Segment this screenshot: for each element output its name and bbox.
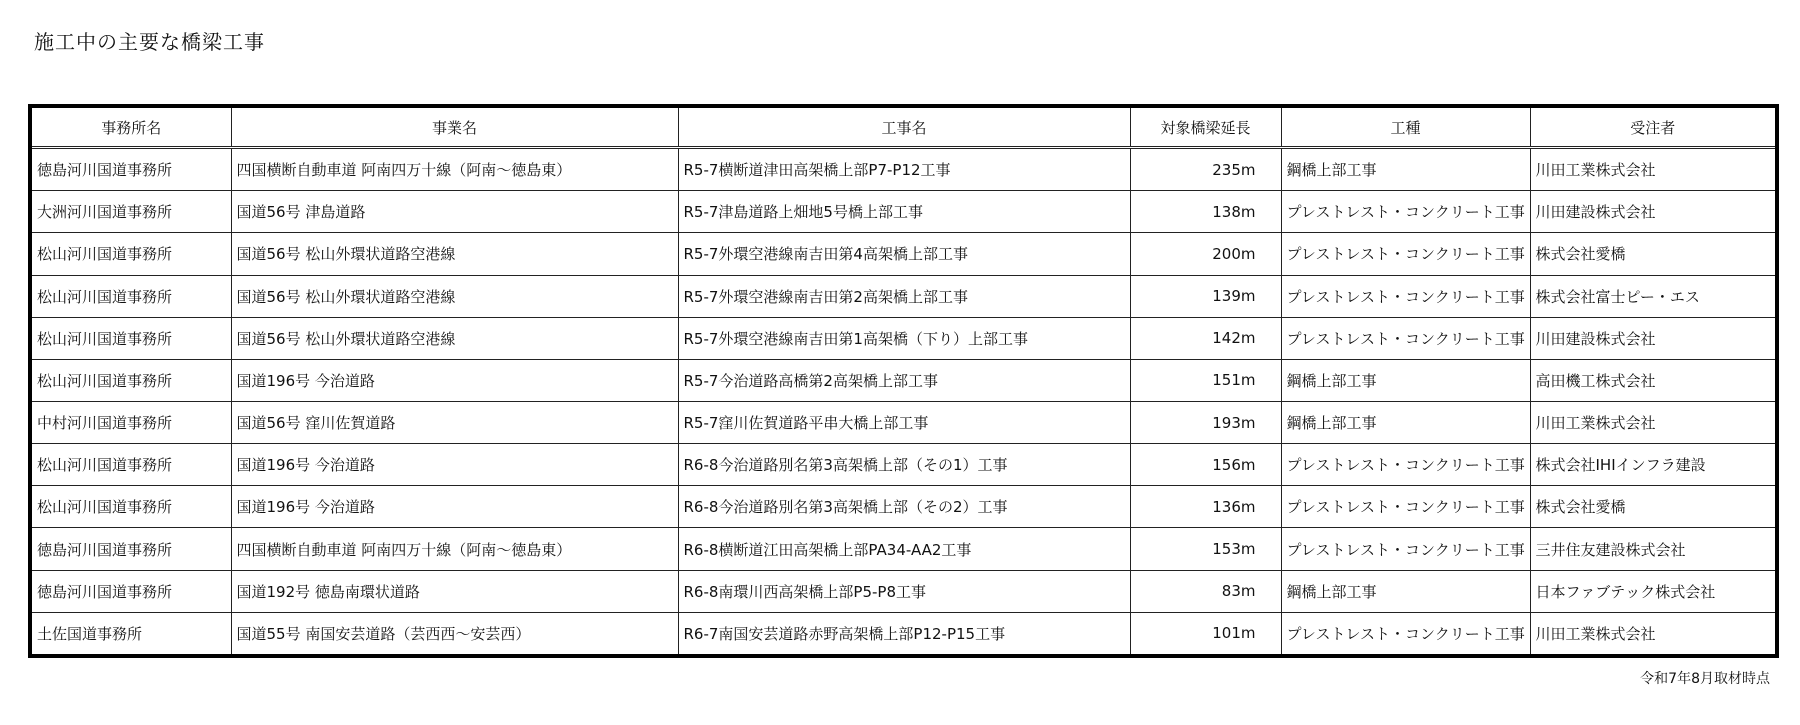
bridge-length-cell: 136m: [1130, 486, 1281, 528]
work-name-cell: R6-8今治道路別名第3高架橋上部（その1）工事: [678, 444, 1130, 486]
office-cell: 徳島河川国道事務所: [32, 570, 231, 612]
column-header-contractor: 受注者: [1530, 108, 1775, 148]
table-row: [32, 275, 1775, 317]
work-name-cell: R6-8南環川西高架橋上部P5-P8工事: [678, 570, 1130, 612]
work-type-cell: 鋼橋上部工事: [1281, 570, 1530, 612]
work-name-cell: R5-7外環空港線南吉田第1高架橋（下り）上部工事: [678, 317, 1130, 359]
bridge-length-cell: 153m: [1130, 528, 1281, 570]
bridge-length-cell: 138m: [1130, 191, 1281, 233]
bridge-length-cell: 101m: [1130, 612, 1281, 654]
project-cell: 国道196号 今治道路: [231, 486, 678, 528]
column-header-office: 事務所名: [32, 108, 231, 148]
office-cell: 大洲河川国道事務所: [32, 191, 231, 233]
office-cell: 徳島河川国道事務所: [32, 148, 231, 191]
bridge-length-cell: 200m: [1130, 233, 1281, 275]
office-cell: 中村河川国道事務所: [32, 401, 231, 443]
work-name-cell: R5-7窪川佐賀道路平串大橋上部工事: [678, 401, 1130, 443]
column-header-work-name: 工事名: [678, 108, 1130, 148]
bridge-length-cell: 193m: [1130, 401, 1281, 443]
table-header-row: [32, 108, 1775, 148]
bridge-length-cell: 142m: [1130, 317, 1281, 359]
work-type-cell: プレストレスト・コンクリート工事: [1281, 233, 1530, 275]
table-row: [32, 570, 1775, 612]
work-type-cell: プレストレスト・コンクリート工事: [1281, 486, 1530, 528]
contractor-cell: 川田工業株式会社: [1530, 148, 1775, 191]
work-type-cell: プレストレスト・コンクリート工事: [1281, 528, 1530, 570]
work-type-cell: 鋼橋上部工事: [1281, 401, 1530, 443]
project-cell: 国道56号 津島道路: [231, 191, 678, 233]
column-header-project: 事業名: [231, 108, 678, 148]
contractor-cell: 株式会社IHIインフラ建設: [1530, 444, 1775, 486]
contractor-cell: 株式会社愛橋: [1530, 233, 1775, 275]
work-name-cell: R6-8横断道江田高架橋上部PA34-AA2工事: [678, 528, 1130, 570]
table-row: [32, 528, 1775, 570]
work-name-cell: R6-8今治道路別名第3高架橋上部（その2）工事: [678, 486, 1130, 528]
contractor-cell: 株式会社富士ピー・エス: [1530, 275, 1775, 317]
office-cell: 松山河川国道事務所: [32, 486, 231, 528]
table-row: [32, 486, 1775, 528]
as-of-date-note: 令和7年8月取材時点: [1640, 671, 1770, 687]
project-cell: 国道56号 松山外環状道路空港線: [231, 233, 678, 275]
project-cell: 四国横断自動車道 阿南四万十線（阿南～徳島東）: [231, 528, 678, 570]
table-row: [32, 191, 1775, 233]
table-row: [32, 444, 1775, 486]
work-type-cell: 鋼橋上部工事: [1281, 148, 1530, 191]
work-type-cell: プレストレスト・コンクリート工事: [1281, 317, 1530, 359]
bridge-length-cell: 156m: [1130, 444, 1281, 486]
column-header-bridge-length: 対象橋梁延長: [1130, 108, 1281, 148]
office-cell: 松山河川国道事務所: [32, 359, 231, 401]
office-cell: 松山河川国道事務所: [32, 317, 231, 359]
contractor-cell: 川田工業株式会社: [1530, 612, 1775, 654]
project-cell: 四国横断自動車道 阿南四万十線（阿南～徳島東）: [231, 148, 678, 191]
contractor-cell: 高田機工株式会社: [1530, 359, 1775, 401]
table-row: [32, 317, 1775, 359]
contractor-cell: 川田建設株式会社: [1530, 317, 1775, 359]
bridge-length-cell: 83m: [1130, 570, 1281, 612]
contractor-cell: 川田建設株式会社: [1530, 191, 1775, 233]
office-cell: 松山河川国道事務所: [32, 275, 231, 317]
work-name-cell: R5-7津島道路上畑地5号橋上部工事: [678, 191, 1130, 233]
project-cell: 国道192号 徳島南環状道路: [231, 570, 678, 612]
work-name-cell: R5-7横断道津田高架橋上部P7-P12工事: [678, 148, 1130, 191]
office-cell: 松山河川国道事務所: [32, 233, 231, 275]
office-cell: 徳島河川国道事務所: [32, 528, 231, 570]
contractor-cell: 三井住友建設株式会社: [1530, 528, 1775, 570]
project-cell: 国道56号 松山外環状道路空港線: [231, 317, 678, 359]
bridge-length-cell: 151m: [1130, 359, 1281, 401]
bridge-works-table: [28, 104, 1779, 658]
work-name-cell: R5-7外環空港線南吉田第2高架橋上部工事: [678, 275, 1130, 317]
page-title: 施工中の主要な橋梁工事: [34, 30, 265, 54]
work-type-cell: プレストレスト・コンクリート工事: [1281, 191, 1530, 233]
work-name-cell: R5-7外環空港線南吉田第4高架橋上部工事: [678, 233, 1130, 275]
project-cell: 国道55号 南国安芸道路（芸西西～安芸西）: [231, 612, 678, 654]
table-row: [32, 612, 1775, 654]
office-cell: 土佐国道事務所: [32, 612, 231, 654]
work-name-cell: R5-7今治道路高橋第2高架橋上部工事: [678, 359, 1130, 401]
column-header-work-type: 工種: [1281, 108, 1530, 148]
contractor-cell: 株式会社愛橋: [1530, 486, 1775, 528]
project-cell: 国道196号 今治道路: [231, 359, 678, 401]
work-type-cell: プレストレスト・コンクリート工事: [1281, 444, 1530, 486]
work-name-cell: R6-7南国安芸道路赤野高架橋上部P12-P15工事: [678, 612, 1130, 654]
office-cell: 松山河川国道事務所: [32, 444, 231, 486]
contractor-cell: 日本ファブテック株式会社: [1530, 570, 1775, 612]
table-row: [32, 359, 1775, 401]
table-row: [32, 148, 1775, 191]
work-type-cell: プレストレスト・コンクリート工事: [1281, 612, 1530, 654]
work-type-cell: 鋼橋上部工事: [1281, 359, 1530, 401]
project-cell: 国道56号 窪川佐賀道路: [231, 401, 678, 443]
project-cell: 国道56号 松山外環状道路空港線: [231, 275, 678, 317]
table-row: [32, 233, 1775, 275]
work-type-cell: プレストレスト・コンクリート工事: [1281, 275, 1530, 317]
contractor-cell: 川田工業株式会社: [1530, 401, 1775, 443]
table-row: [32, 401, 1775, 443]
project-cell: 国道196号 今治道路: [231, 444, 678, 486]
bridge-length-cell: 139m: [1130, 275, 1281, 317]
bridge-length-cell: 235m: [1130, 148, 1281, 191]
